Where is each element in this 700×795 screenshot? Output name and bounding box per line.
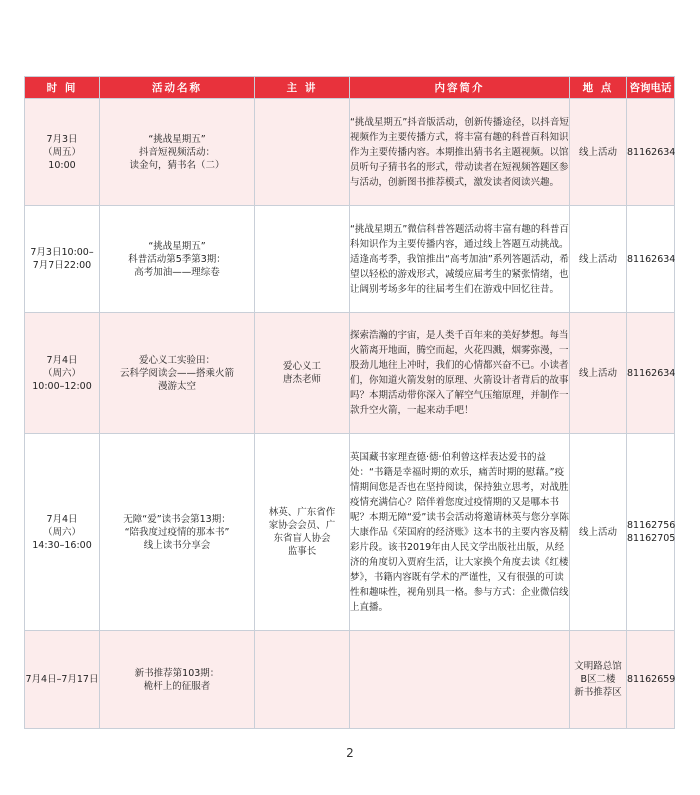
cell-location-line: B区二楼 — [580, 674, 616, 685]
cell-time-line: 10:00–12:00 — [32, 380, 92, 392]
cell-intro: “挑战星期五”微信科普答题活动将丰富有趣的科普百科知识作为主要传播内容，通过线上答题互动挑战。适逢高考季，我馆推出“高考加油”系列答题活动，希望以轻松的游戏形式，减缓应届考生的紧张情绪，也让阔别考场多年的往届考生们在游戏中回忆往昔。 — [350, 206, 570, 313]
cell-phone-line: 81162659 — [627, 674, 676, 685]
cell-time — [25, 206, 100, 313]
header-intro: 内容简介 — [350, 77, 570, 99]
cell-location-line: 新书推荐区 — [574, 687, 622, 698]
cell-location — [570, 206, 627, 313]
cell-location-line: 文明路总馆 — [574, 661, 622, 672]
cell-activity-name-line: 云科学阅读会——搭乘火箭 — [119, 367, 234, 379]
cell-activity-name-line: “陪我度过疫情的那本书” — [124, 526, 230, 538]
cell-phone — [627, 206, 675, 313]
cell-activity-name-line: 高考加油——理综卷 — [134, 266, 220, 278]
cell-location — [570, 313, 627, 434]
header-time: 时 间 — [25, 77, 100, 99]
cell-speaker — [255, 313, 350, 434]
cell-activity-name-line: 爱心义工实验田： — [138, 354, 215, 366]
cell-activity-name — [100, 99, 255, 206]
cell-speaker-line: 爱心义工 — [282, 361, 321, 372]
cell-time-line: 7月7日22:00 — [32, 260, 92, 271]
cell-speaker — [255, 434, 350, 631]
cell-time-line: （周五） — [42, 146, 81, 158]
table-row — [25, 313, 675, 434]
table-row — [25, 206, 675, 313]
cell-speaker-line: 唐杰老师 — [282, 374, 321, 385]
cell-activity-name-line: 新书推荐第103期： — [134, 667, 220, 679]
cell-activity-name-line: 无障“爱”读书会第13期： — [123, 513, 231, 525]
table-row — [25, 434, 675, 631]
cell-activity-name — [100, 206, 255, 313]
cell-activity-name-line: 线上读书分享会 — [143, 539, 211, 551]
header-speaker: 主 讲 — [255, 77, 350, 99]
cell-activity-name-line: 科普活动第5季第3期： — [128, 253, 226, 265]
cell-activity-name — [100, 631, 255, 729]
cell-phone — [627, 631, 675, 729]
cell-activity-name-line: “挑战星期五” — [148, 240, 206, 252]
cell-location-line: 线上活动 — [578, 367, 617, 379]
cell-speaker — [255, 99, 350, 206]
cell-location — [570, 631, 627, 729]
cell-time — [25, 434, 100, 631]
cell-intro — [350, 631, 570, 729]
cell-activity-name-line: 读金句，猜书名（二） — [129, 159, 225, 171]
cell-phone — [627, 313, 675, 434]
header-phone: 咨询电话 — [627, 77, 675, 99]
table-header-row — [25, 77, 675, 99]
cell-activity-name-line: “挑战星期五” — [148, 133, 206, 145]
cell-location — [570, 99, 627, 206]
cell-time-line: 7月3日10:00– — [30, 247, 94, 258]
cell-time — [25, 313, 100, 434]
page-number: 2 — [346, 746, 354, 760]
cell-time-line: 10:00 — [48, 159, 76, 171]
cell-phone-line: 81162634 — [627, 367, 676, 379]
cell-phone-line: 81162634 — [627, 146, 676, 158]
schedule-table — [24, 76, 675, 729]
cell-location-line: 线上活动 — [578, 253, 617, 265]
cell-speaker-line: 监事长 — [287, 546, 317, 557]
header-location: 地 点 — [570, 77, 627, 99]
cell-time-line: 7月4日 — [46, 354, 78, 366]
cell-speaker — [255, 206, 350, 313]
cell-time-line: 7月4日–7月17日 — [25, 674, 99, 685]
cell-speaker-line: 家协会会员、广 — [268, 520, 336, 531]
cell-intro: 探索浩瀚的宇宙，是人类千百年来的美好梦想。每当火箭离开地面，腾空而起，火花四溅，烟雾弥漫，一股劲儿地往上冲时，我们的心情都兴奋不已。小读者们，你知道火箭发射的原理、火箭设计者背后的故事吗？本期活动带你深入了解空气压缩原理，并制作一款升空火箭，一起来动手吧！ — [350, 313, 570, 434]
header-activity-name: 活动名称 — [100, 77, 255, 99]
table-row — [25, 99, 675, 206]
cell-phone — [627, 434, 675, 631]
cell-time — [25, 99, 100, 206]
cell-activity-name-line: 桅杆上的征服者 — [143, 680, 211, 692]
cell-time-line: 14:30–16:00 — [32, 539, 92, 551]
table-row — [25, 631, 675, 729]
cell-time — [25, 631, 100, 729]
cell-intro: 英国藏书家理查德·德·伯利曾这样表达爱书的益处：“书籍是幸福时期的欢乐，痛苦时期的慰藉。”疫情期间您是否也在坚持阅读，保持独立思考，对战胜疫情充满信心？陪伴着您度过疫情期的又是哪本书呢？本期无障“爱”读书会活动将邀请林英与您分享陈大康作品《荣国府的经济账》这本书的主要内容及精彩片段。该书2019年由人民文学出版社出版，从经济的角度切入贾府生活，让大家换个角度去读《红楼梦》，书籍内容既有学术的严谨性，又有很强的可读性和趣味性，视角别具一格。参与方式：企业微信线上直播。 — [350, 434, 570, 631]
cell-phone-line: 81162705 — [627, 533, 676, 544]
table-body — [25, 99, 675, 729]
cell-speaker-line: 东省盲人协会 — [273, 533, 331, 544]
cell-speaker — [255, 631, 350, 729]
cell-location-line: 线上活动 — [578, 146, 617, 158]
cell-time-line: （周六） — [42, 526, 81, 538]
cell-phone — [627, 99, 675, 206]
cell-time-line: 7月3日 — [46, 133, 78, 145]
cell-location — [570, 434, 627, 631]
cell-activity-name-line: 抖音短视频活动： — [138, 146, 215, 158]
cell-phone-line: 81162756 — [627, 520, 676, 531]
cell-activity-name — [100, 434, 255, 631]
cell-activity-name-line: 漫游太空 — [157, 380, 196, 392]
cell-phone-line: 81162634 — [627, 253, 676, 265]
cell-speaker-line: 林英、广东省作 — [268, 507, 336, 518]
cell-intro: “挑战星期五”抖音版活动，创新传播途径，以抖音短视频作为主要传播方式，将丰富有趣的科普百科知识作为主要传播内容。本期推出猜书名主题视频。以馆员听句子猜书名的形式，带动读者在短视频答题区参与活动，创新图书推荐模式，激发读者阅读兴趣。 — [350, 99, 570, 206]
cell-activity-name — [100, 313, 255, 434]
cell-location-line: 线上活动 — [578, 526, 617, 538]
cell-time-line: （周六） — [42, 367, 81, 379]
cell-time-line: 7月4日 — [46, 513, 78, 525]
